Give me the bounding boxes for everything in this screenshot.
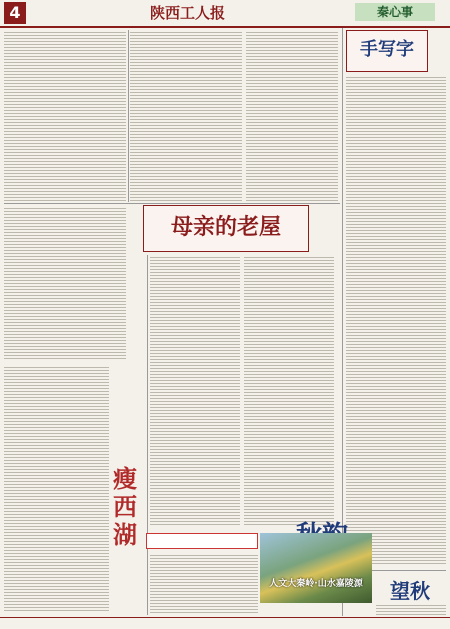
page-number: 4 [4,2,26,24]
column-divider [128,30,129,202]
masthead [0,0,450,28]
article-title: 望秋 [390,579,430,603]
article-title: 手写字 [360,39,414,60]
text-column [150,255,240,525]
footer [0,617,450,629]
text-column [150,553,258,613]
section-divider [4,203,340,204]
text-column [376,603,446,615]
text-column [346,75,446,565]
article-title: 母亲的老屋 [170,214,281,240]
text-column [4,206,126,361]
text-column [4,30,126,202]
text-column [4,365,109,613]
newspaper-logo: 陕西工人报 [150,4,226,22]
landscape-photo [260,533,372,603]
column-divider [147,255,148,615]
text-column [130,30,242,202]
photo-caption: 人文大秦岭·山水嘉陵源 [269,579,363,589]
advertisement-box [146,533,258,549]
article-title: 瘦西湖 [113,464,137,549]
article-title-box [346,30,428,72]
text-column [244,255,334,525]
text-column [246,30,338,202]
section-title: 秦心事 [355,3,435,21]
article-title-box [143,205,309,252]
